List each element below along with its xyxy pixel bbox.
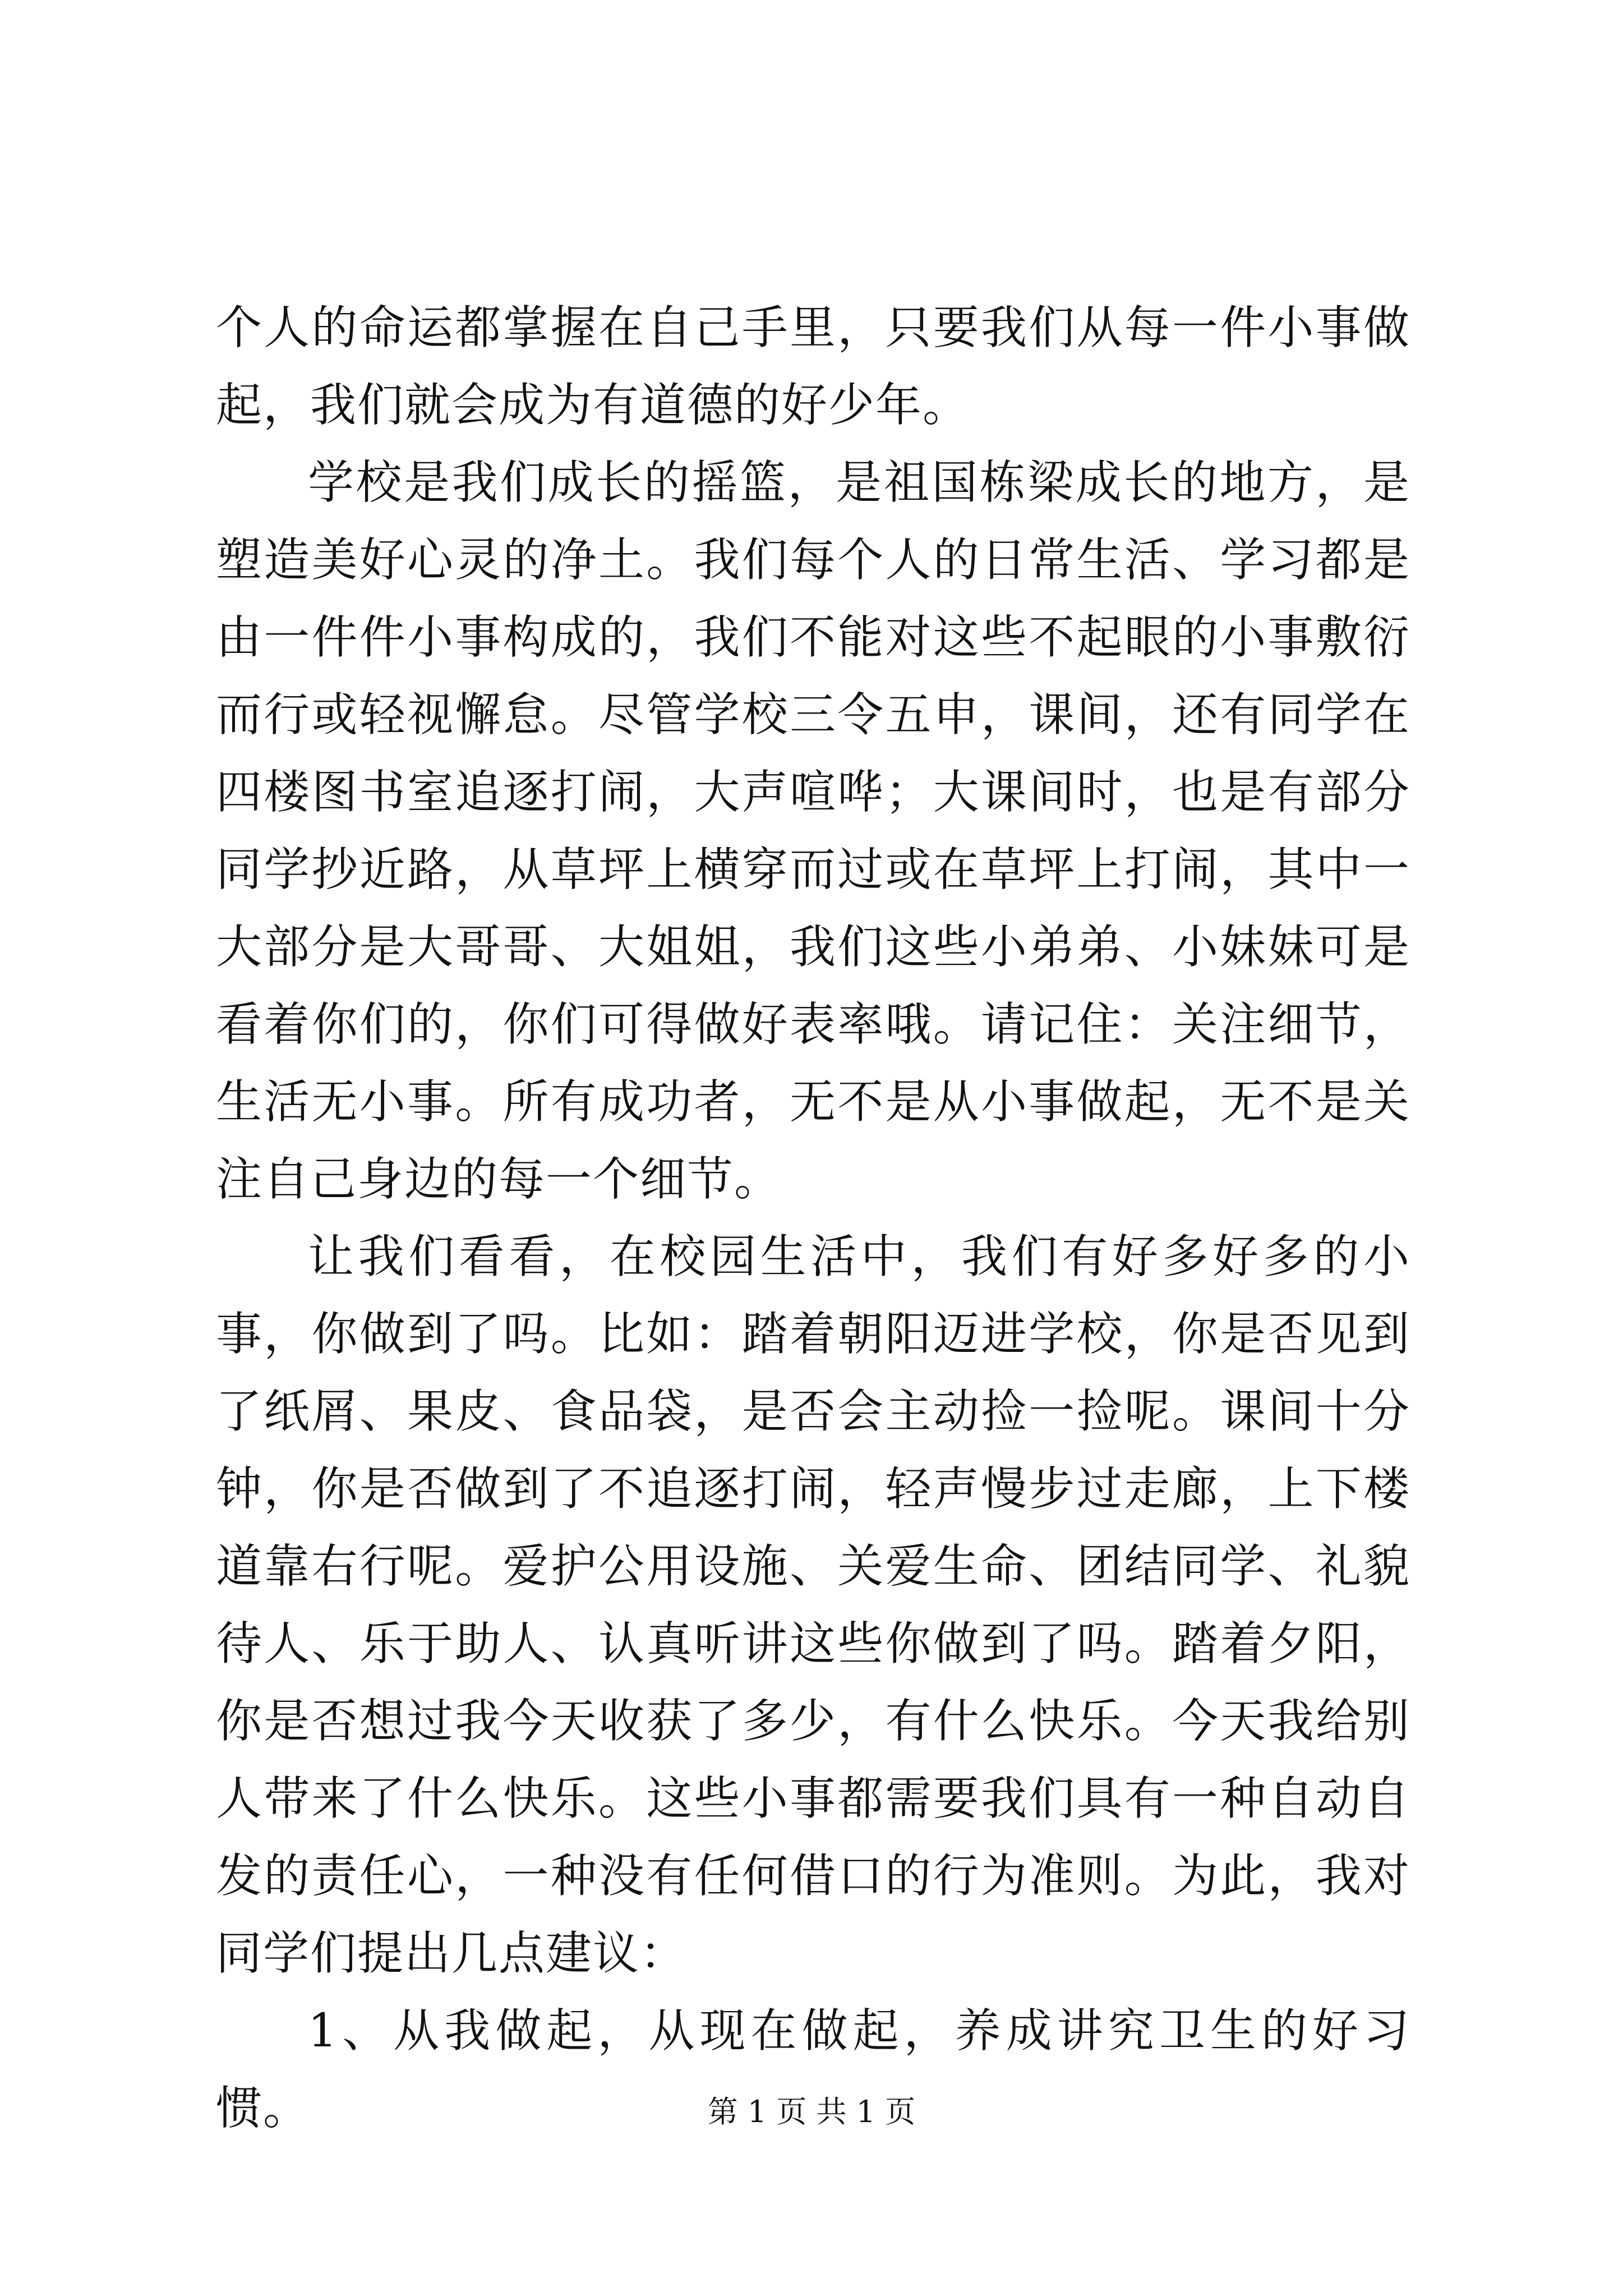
document-body [216,289,1410,2147]
paragraph-4: 1、从我做起，从现在做起，养成讲究卫生的好习惯。 [216,2004,1410,2135]
paragraph-1: 个人的命运都掌握在自己手里，只要我们从每一件小事做起，我们就会成为有道德的好少年。 [216,301,1410,432]
paragraph-2: 学校是我们成长的摇篮，是祖国栋梁成长的地方，是塑造美好心灵的净土。我们每个人的日常生活、学习都是由一件件小事构成的，我们不能对这些不起眼的小事敷衍而行或轻视懈怠。尽管学校三令五申，课间，还有同学在四楼图书室追逐打闹，大声喧哗；大课间时，也是有部分同学抄近路，从草坪上横穿而过或在草坪上打闹，其中一大部分是大哥哥、大姐姐，我们这些小弟弟、小妹妹可是看着你们的，你们可得做好表率哦。请记住：关注细节，生活无小事。所有成功者，无不是从小事做起，无不是关注自己身边的每一个细节。 [216,456,1410,1206]
page-footer: 第 1 页 共 1 页 [707,2094,916,2129]
paragraph-3: 让我们看看，在校园生活中，我们有好多好多的小事，你做到了吗。比如：踏着朝阳迈进学校，你是否见到了纸屑、果皮、食品袋，是否会主动捡一捡呢。课间十分钟，你是否做到了不追逐打闹，轻声慢步过走廊，上下楼道靠右行呢。爱护公用设施、关爱生命、团结同学、礼貌待人、乐于助人、认真听讲这些你做到了吗。踏着夕阳，你是否想过我今天收获了多少，有什么快乐。今天我给别人带来了什么快乐。这些小事都需要我们具有一种自动自发的责任心，一种没有任何借口的行为准则。为此，我对同学们提出几点建议： [216,1230,1410,1980]
